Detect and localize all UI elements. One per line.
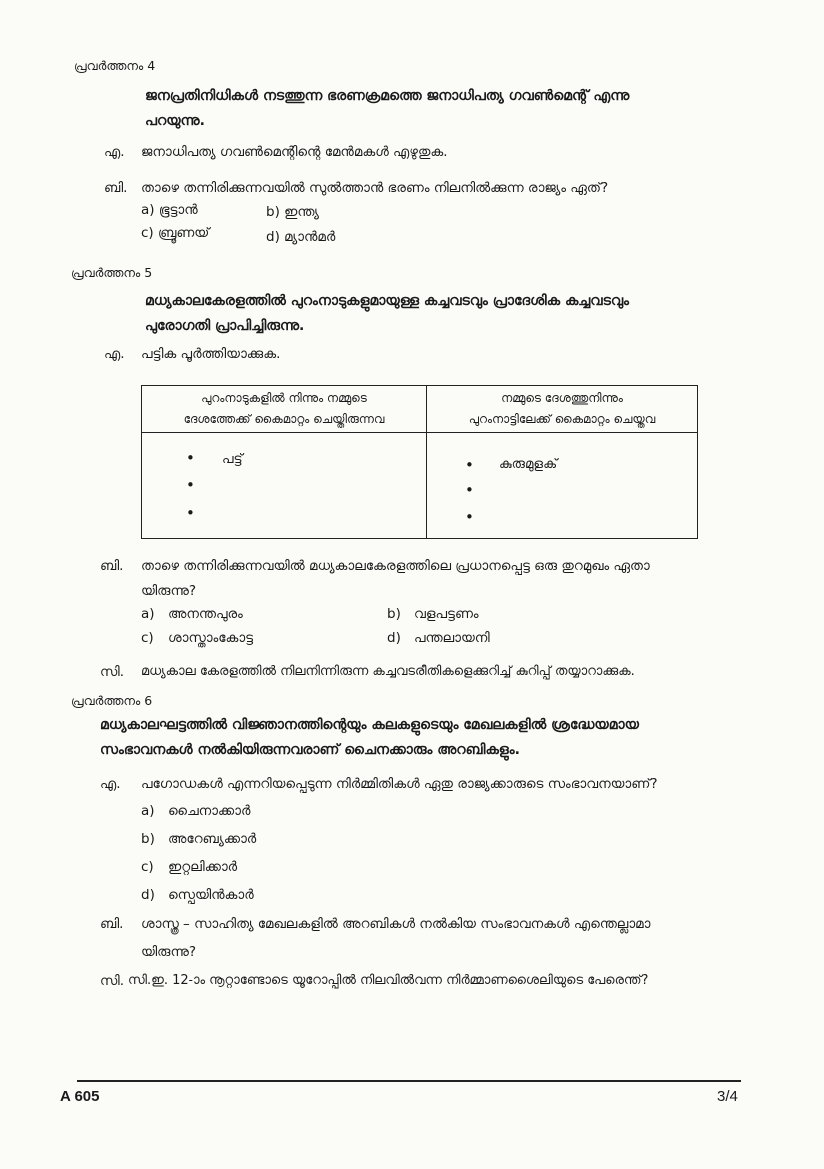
activity-6-question-a-label: എ. xyxy=(100,776,121,792)
activity-6-question-a: പഗോഡകൾ എന്നറിയപ്പെടുന്ന നിർമ്മിതികൾ ഏതു രാജ്യക്കാരുടെ സംഭാവനയാണ്? xyxy=(141,776,658,792)
activity-6-option-d xyxy=(141,887,254,903)
exports-item-1: കുരുമുളക് xyxy=(499,456,558,472)
option-label: a) xyxy=(141,803,155,819)
option-label: d) xyxy=(141,887,155,903)
activity-4-intro-line1: ജനപ്രതിനിധികൾ നടത്തുന്ന ഭരണക്രമത്തെ ജനാധിപത്യ ഗവൺമെന്റ് എന്നു xyxy=(145,88,630,104)
trade-table-exports-cell xyxy=(427,433,698,539)
activity-6-question-c: സി.ഇ. 12-ാം നൂറ്റാണ്ടോടെ യൂറോപ്പിൽ നിലവിൽവന്ന നിർമ്മാണശൈലിയുടെ പേരെന്ത്? xyxy=(128,973,649,988)
activity-6-intro-line2: സംഭാവനകൾ നൽകിയിരുന്നവരാണ് ചൈനക്കാരും അറബികളും. xyxy=(100,742,520,758)
option-label: a) xyxy=(141,606,155,622)
activity-4-heading: പ്രവർത്തനം 4 xyxy=(74,58,156,73)
bullet-icon: • xyxy=(465,481,474,499)
option-label: b) xyxy=(387,606,401,622)
activity-5-intro-line2: പുരോഗതി പ്രാപിച്ചിരുന്നു. xyxy=(145,318,305,334)
activity-5-question-c-label: സി. xyxy=(100,664,124,680)
option-label: c) xyxy=(141,630,154,646)
option-text: അനന്തപുരം xyxy=(168,606,243,622)
option-text: വളപട്ടണം xyxy=(414,606,479,622)
activity-6-intro-line1: മധ്യകാലഘട്ടത്തിൽ വിജ്ഞാനത്തിന്റെയും കലകളുടെയും മേഖലകളിൽ ശ്രദ്ധേയമായ xyxy=(100,717,639,733)
trade-table-header-row xyxy=(142,386,698,433)
activity-5-question-b-line2: യിരുന്നു? xyxy=(141,583,197,599)
option-text: ചൈനാക്കാർ xyxy=(168,803,251,819)
option-text: സ്പെയിൻകാർ xyxy=(168,887,254,903)
activity-6-heading: പ്രവർത്തനം 6 xyxy=(71,693,153,708)
trade-table-header-imports xyxy=(142,386,427,433)
activity-5-intro-line1: മധ്യകാലകേരളത്തിൽ പുറംനാടുകളുമായുള്ള കച്ചവടവും പ്രാദേശിക കച്ചവടവും xyxy=(145,293,629,309)
activity-5-heading: പ്രവർത്തനം 5 xyxy=(71,265,153,280)
bullet-icon: • xyxy=(465,508,474,526)
activity-5-option-a xyxy=(141,606,243,622)
imports-item-1: പട്ട് xyxy=(222,451,243,467)
paper-code: A 605 xyxy=(60,1088,100,1105)
page-number: 3/4 xyxy=(717,1088,738,1105)
exports-header-line1: നമ്മുടെ ദേശത്തുനിന്നും xyxy=(501,391,623,405)
option-text: പന്തലായനി xyxy=(414,630,490,646)
activity-4-question-b-label: ബി. xyxy=(104,180,128,196)
activity-4-option-c: c) ബ്രൂണയ് xyxy=(141,225,210,241)
activity-6-question-b-label: ബി. xyxy=(100,916,124,932)
trade-table-body-row xyxy=(142,433,698,539)
option-text: ഇറ്റലിക്കാർ xyxy=(168,859,238,875)
activity-4-question-a: ജനാധിപത്യ ഗവൺമെന്റിന്റെ മേൻമകൾ എഴുതുക. xyxy=(141,144,448,160)
bullet-icon: • xyxy=(186,449,195,467)
activity-5-question-b-line1: താഴെ തന്നിരിക്കുന്നവയിൽ മധ്യകാലകേരളത്തിലെ പ്രധാനപ്പെട്ട ഒരു തുറമുഖം ഏതാ xyxy=(141,558,650,574)
activity-5-option-c xyxy=(141,630,253,646)
activity-5-question-a: പട്ടിക പൂർത്തിയാക്കുക. xyxy=(141,346,281,362)
footer-rule xyxy=(77,1080,741,1082)
activity-4-option-b: b) ഇന്ത്യ xyxy=(266,204,319,220)
bullet-icon: • xyxy=(465,456,474,474)
activity-4-intro-line2: പറയുന്നു. xyxy=(145,113,205,129)
activity-6-option-c xyxy=(141,859,237,875)
activity-5-question-b-label: ബി. xyxy=(100,558,124,574)
activity-6-question-c-label: സി. xyxy=(100,973,124,989)
activity-6-question-b-line1: ശാസ്ത്ര – സാഹിത്യ മേഖലകളിൽ അറബികൾ നൽകിയ സംഭാവനകൾ എന്തെല്ലാമാ xyxy=(141,916,651,932)
imports-header-line2: ദേശത്തേക്ക് കൈമാറ്റം ചെയ്തിരുന്നവ xyxy=(183,412,385,426)
activity-5-question-a-label: എ. xyxy=(104,346,125,362)
trade-table-header-exports xyxy=(427,386,698,433)
activity-4-question-b: താഴെ തന്നിരിക്കുന്നവയിൽ സുൽത്താൻ ഭരണം നിലനിൽക്കുന്ന രാജ്യം ഏത്? xyxy=(141,180,609,196)
option-label: d) xyxy=(387,630,401,646)
trade-table xyxy=(141,385,698,539)
activity-6-option-b xyxy=(141,831,256,847)
activity-6-option-a xyxy=(141,803,250,819)
activity-5-question-c: മധ്യകാല കേരളത്തിൽ നിലനിന്നിരുന്ന കച്ചവടരീതികളെക്കുറിച്ച് കുറിപ്പ് തയ്യാറാക്കുക. xyxy=(141,664,635,679)
option-label: b) xyxy=(141,831,155,847)
option-label: c) xyxy=(141,859,154,875)
activity-5-option-b xyxy=(387,606,479,622)
bullet-icon: • xyxy=(186,476,195,494)
activity-4-question-a-label: എ. xyxy=(104,144,125,160)
imports-header-line1: പുറംനാടുകളിൽ നിന്നും നമ്മുടെ xyxy=(201,391,367,405)
exports-header-line2: പുറംനാട്ടിലേക്ക് കൈമാറ്റം ചെയ്തവ xyxy=(468,412,656,426)
activity-4-option-a: a) ഭൂട്ടാൻ xyxy=(141,202,198,218)
option-text: അറേബ്യക്കാർ xyxy=(168,831,257,847)
activity-6-question-b-line2: യിരുന്നു? xyxy=(141,944,197,960)
activity-4-option-d: d) മ്യാൻമർ xyxy=(266,229,336,245)
option-text: ശാസ്താംകോട്ട xyxy=(168,630,254,646)
activity-5-option-d xyxy=(387,630,490,646)
bullet-icon: • xyxy=(186,504,195,522)
trade-table-imports-cell xyxy=(142,433,427,539)
